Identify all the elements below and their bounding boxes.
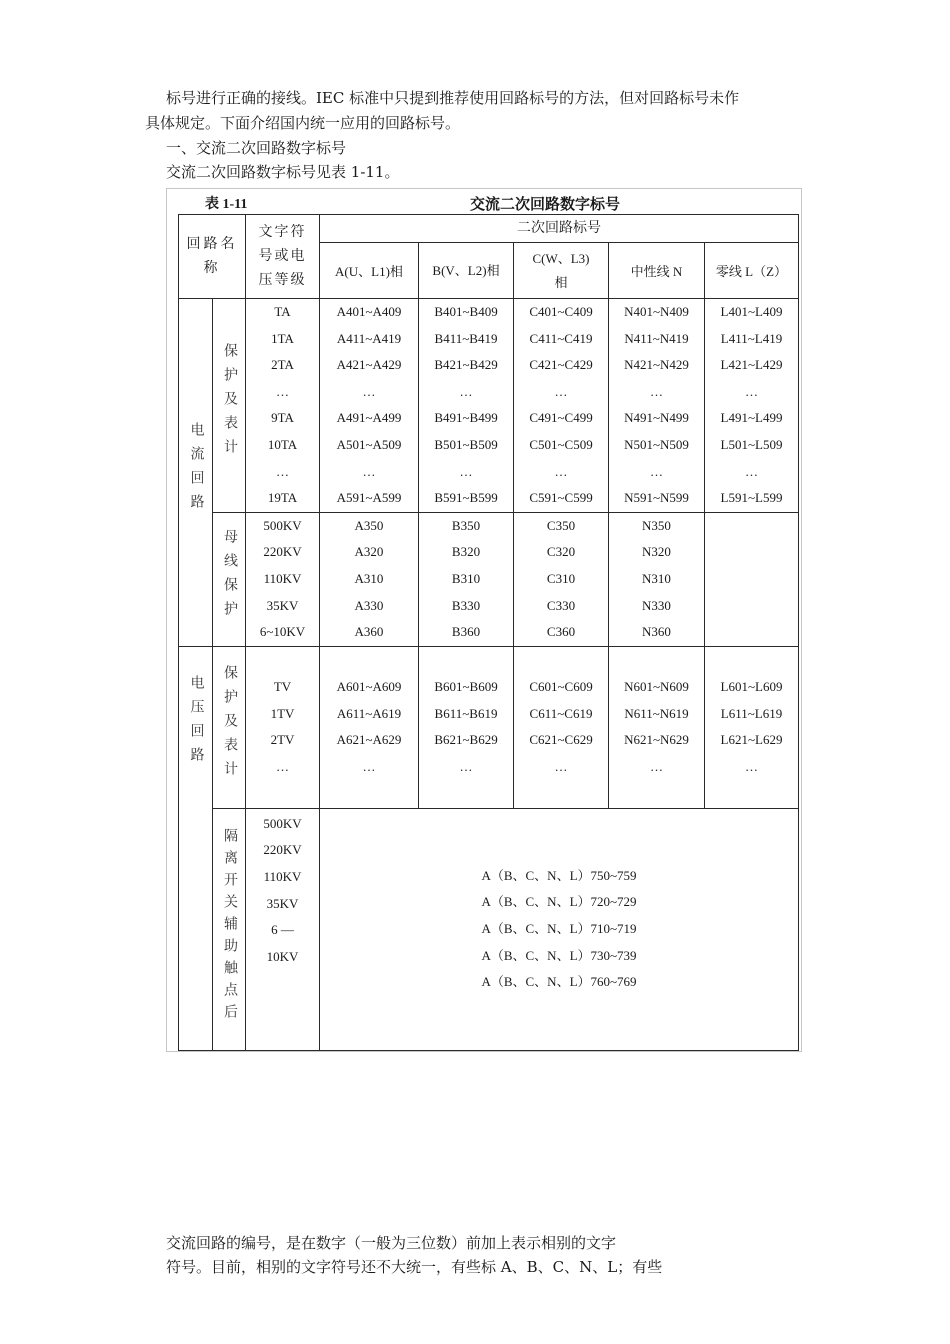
cell-entry: B411~B419 [434,330,498,346]
neutral-codes [609,646,705,808]
cell-entry: N591~N599 [624,490,689,506]
cell-entry: N621~N629 [624,732,689,748]
cell-entry: L411~L419 [720,330,783,346]
cell-entry: N401~N409 [624,304,689,319]
cell-entry: 1TV [270,705,295,721]
cell-entry: B350 [451,517,481,533]
cell-entry: 500KV [263,517,302,533]
cell-entry: C501~C509 [529,436,593,452]
cell-entry: … [554,463,568,479]
empty-cell [705,512,799,646]
subgroup-busbar-protection: 母线保护 [213,512,246,646]
symbol-list [246,299,320,513]
cell-entry: A350 [354,517,384,533]
cell-entry: 6~10KV [259,624,306,640]
cell-entry: … [650,383,663,399]
phase-c-codes [514,512,609,646]
cell-entry: 6 — [271,922,294,938]
cell-entry: 110KV [263,570,302,586]
cell-entry: B621~B629 [434,732,498,748]
section-heading: 一、交流二次回路数字标号 [166,139,347,157]
cell-entry: A601~A609 [336,679,402,695]
phase-a-codes [320,299,419,513]
paragraph-line: 交流二次回路数字标号见表 1-11。 [166,163,400,181]
neutral-codes [609,512,705,646]
cell-entry: … [459,383,473,399]
cell-entry: A401~A409 [336,304,402,319]
cell-entry: C360 [546,624,576,640]
cell-entry: N501~N509 [624,436,689,452]
cell-entry: B330 [451,597,481,613]
cell-entry: 9TA [271,410,294,426]
cell-entry: C401~C409 [529,304,593,319]
voltage-level-list [246,808,320,1050]
subgroup-isolator-aux: 隔离开关辅助触点后 [213,808,246,1050]
cell-entry: N611~N619 [624,705,689,721]
header-col-c: C(W、L3)相 [514,243,609,299]
group-current-circuit: 电流回路 [179,299,213,647]
subgroup-protection-meter: 保护及表计 [213,299,246,513]
cell-entry: A（B、C、N、L）760~769 [481,974,637,990]
paragraph-line: 具体规定。下面介绍国内统一应用的回路标号。 [145,114,461,132]
cell-entry: B320 [451,544,481,560]
cell-entry: 2TV [270,732,295,748]
cell-entry: … [276,463,289,479]
cell-entry: C310 [546,570,576,586]
cell-entry: N350 [642,517,671,533]
cell-entry: L601~L609 [720,679,783,695]
cell-entry: … [554,758,568,774]
cell-entry: C601~C609 [529,679,593,695]
cell-entry: 35KV [266,895,299,911]
cell-entry: L491~L499 [720,410,783,426]
header-col-a: A(U、L1)相 [320,243,419,299]
cell-entry: A421~A429 [336,357,402,373]
table-caption: 交流二次回路数字标号 [470,195,621,213]
cell-entry: L611~L619 [720,705,783,721]
cell-entry: 35KV [266,597,299,613]
phase-b-codes [419,512,514,646]
header-group: 二次回路标号 [320,215,799,243]
cell-entry: … [459,463,473,479]
header-col-l: 零线 L（Z） [705,243,799,299]
symbol-list [246,646,320,808]
cell-entry: 220KV [263,842,302,858]
cell-entry: B591~B599 [434,490,498,506]
cell-entry: … [745,463,758,479]
cell-entry: … [554,383,568,399]
cell-entry: A491~A499 [336,410,402,426]
cell-entry: C491~C499 [529,410,593,426]
cell-entry: A501~A509 [336,436,402,452]
header-symbol-voltage: 文字符号或电压等级 [246,215,320,299]
cell-entry: … [459,758,473,774]
cell-entry: A330 [354,597,384,613]
cell-entry: A591~A599 [336,490,402,506]
cell-entry: N421~N429 [624,357,689,373]
cell-entry: B611~B619 [434,705,498,721]
header-col-b: B(V、L2)相 [419,243,514,299]
group-voltage-circuit: 电压回路 [179,646,213,1050]
cell-entry: C611~C619 [529,705,593,721]
cell-entry: B401~B409 [434,304,498,319]
cell-entry: L401~L409 [720,304,783,319]
zero-line-codes [705,646,799,808]
phase-b-codes [419,299,514,513]
cell-entry: C330 [546,597,576,613]
phase-c-codes [514,299,609,513]
cell-entry: 10KV [266,948,299,964]
voltage-level-list [246,512,320,646]
cell-entry: … [650,463,663,479]
cell-entry: … [362,463,376,479]
cell-entry: … [650,758,663,774]
phase-b-codes [419,646,514,808]
neutral-codes [609,299,705,513]
cell-entry: A（B、C、N、L）720~729 [481,894,637,910]
cell-entry: C421~C429 [529,357,593,373]
cell-entry: C621~C629 [529,732,593,748]
subgroup-protection-meter: 保护及表计 [213,646,246,808]
cell-entry: C411~C419 [529,330,593,346]
phase-a-codes [320,646,419,808]
cell-entry: N310 [642,570,671,586]
cell-entry: L421~L429 [720,357,783,373]
cell-entry: N320 [642,544,671,560]
cell-entry: 10TA [267,436,298,452]
cell-entry: 19TA [267,490,298,506]
cell-entry: B491~B499 [434,410,498,426]
cell-entry: C320 [546,544,576,560]
header-circuit-name: 回路名称 [179,215,246,299]
cell-entry: 500KV [263,815,302,831]
cell-entry: C350 [546,517,576,533]
paragraph-line: 交流回路的编号，是在数字（一般为三位数）前加上表示相别的文字 [166,1234,617,1252]
cell-entry: N411~N419 [624,330,689,346]
cell-entry: N330 [642,597,671,613]
cell-entry: A310 [354,570,384,586]
cell-entry: … [745,383,758,399]
cell-entry: TA [274,304,291,319]
cell-entry: A（B、C、N、L）710~719 [481,920,637,936]
cell-entry: A320 [354,544,384,560]
cell-entry: A360 [354,624,384,640]
isolator-code-list [320,808,799,1050]
cell-entry: C591~C599 [529,490,593,506]
cell-entry: B360 [451,624,481,640]
paragraph-line: 符号。目前，相别的文字符号还不大统一，有些标 A、B、C、N、L；有些 [166,1258,663,1276]
cell-entry: N601~N609 [624,679,689,695]
cell-entry: L591~L599 [720,490,783,506]
cell-entry: B601~B609 [434,679,498,695]
cell-entry: … [362,383,376,399]
cell-entry: L621~L629 [720,732,783,748]
cell-entry: … [362,758,376,774]
cell-entry: 2TA [271,357,294,373]
cell-entry: L501~L509 [720,436,783,452]
cell-entry: A411~A419 [336,330,402,346]
cell-entry: N491~N499 [624,410,689,426]
cell-entry: … [276,383,289,399]
paragraph-line: 标号进行正确的接线。IEC 标准中只提到推荐使用回路标号的方法，但对回路标号未作 [166,89,740,107]
cell-entry: A（B、C、N、L）750~759 [481,867,637,883]
header-col-n: 中性线 N [609,243,705,299]
cell-entry: B421~B429 [434,357,498,373]
phase-c-codes [514,646,609,808]
cell-entry: 110KV [263,868,302,884]
cell-entry: … [745,758,758,774]
cell-entry: 1TA [271,330,294,346]
zero-line-codes [705,299,799,513]
cell-entry: B310 [451,570,481,586]
cell-entry: 220KV [263,544,302,560]
cell-entry: A611~A619 [336,705,402,721]
phase-a-codes [320,512,419,646]
cell-entry: TV [273,679,292,695]
cell-entry: A（B、C、N、L）730~739 [481,947,637,963]
ac-secondary-circuit-table [178,214,799,1051]
table-number: 表 1-11 [205,197,248,212]
cell-entry: A621~A629 [336,732,402,748]
cell-entry: N360 [642,624,671,640]
cell-entry: B501~B509 [434,436,498,452]
cell-entry: … [276,758,289,774]
